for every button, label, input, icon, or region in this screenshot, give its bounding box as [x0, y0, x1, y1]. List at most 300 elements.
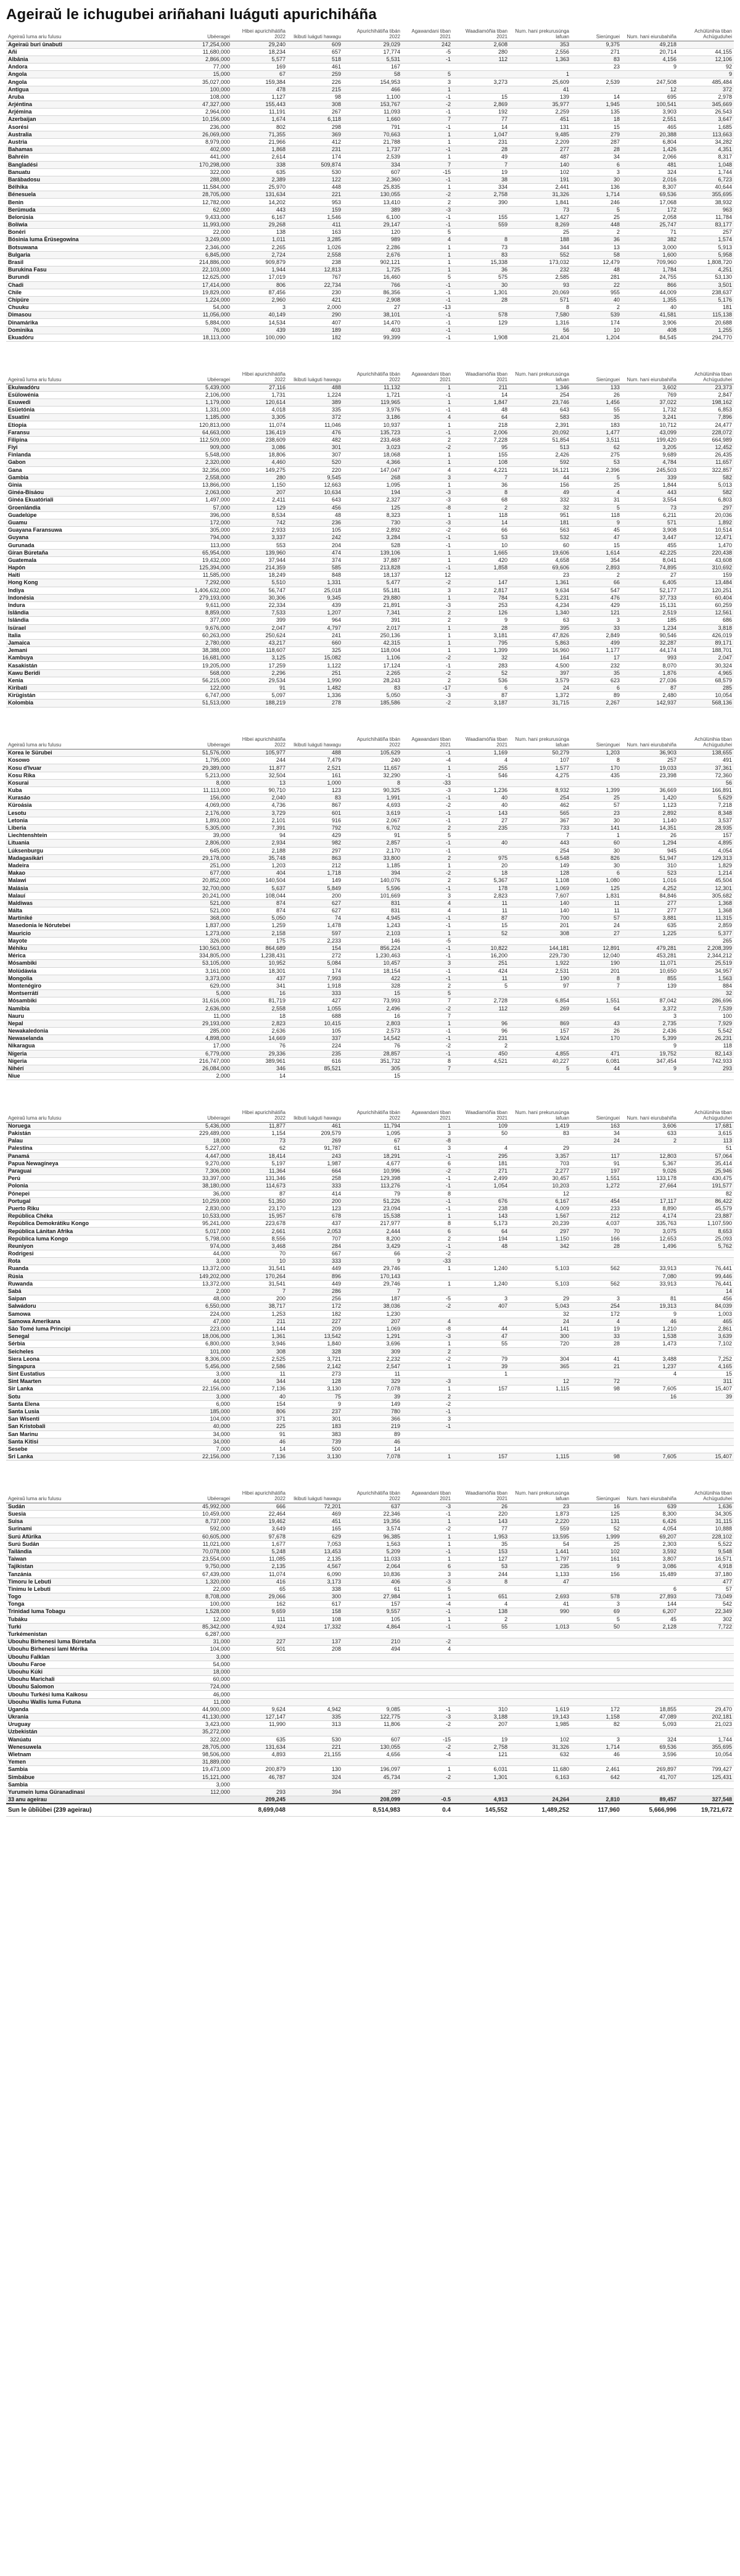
- column-header: Sierúnguei: [596, 1495, 620, 1501]
- value-cell: [453, 1661, 509, 1668]
- value-cell: 0.4: [402, 1804, 453, 1816]
- value-cell: 86,422: [678, 1197, 734, 1205]
- value-cell: 1,234: [622, 624, 678, 632]
- value-cell: 121: [453, 1751, 509, 1758]
- value-cell: [509, 1438, 571, 1445]
- value-cell: 85,342,000: [173, 1623, 232, 1630]
- value-cell: [678, 1661, 734, 1668]
- value-cell: 90,710: [232, 787, 287, 795]
- value-cell: 542: [678, 1601, 734, 1608]
- table-row: [6, 922, 734, 930]
- value-cell: 1,331,000: [173, 407, 232, 414]
- table-row: [6, 274, 734, 281]
- value-cell: 1: [402, 1766, 453, 1773]
- value-cell: 305: [343, 1065, 402, 1072]
- table-row: [6, 967, 734, 975]
- value-cell: 108,044: [232, 892, 287, 899]
- value-cell: 466: [343, 86, 402, 93]
- value-cell: 75: [287, 1393, 343, 1400]
- value-cell: 181: [678, 304, 734, 312]
- value-cell: [343, 1630, 402, 1638]
- value-cell: -1: [402, 146, 453, 154]
- country-name-cell: Angola: [6, 71, 173, 78]
- value-cell: [402, 1691, 453, 1698]
- value-cell: 72: [571, 1378, 622, 1385]
- value-cell: 14: [343, 1445, 402, 1453]
- value-cell: 4,251: [678, 266, 734, 274]
- value-cell: 6: [402, 1563, 453, 1571]
- column-header: Waadiamóñia tiban 2021: [465, 371, 508, 382]
- country-name-cell: Burukina Fasu: [6, 266, 173, 274]
- value-cell: [622, 1676, 678, 1683]
- value-cell: 742: [232, 519, 287, 526]
- value-cell: 437: [232, 975, 287, 982]
- value-cell: 10,259,000: [173, 1197, 232, 1205]
- value-cell: 301: [287, 444, 343, 452]
- value-cell: 130: [287, 1766, 343, 1773]
- value-cell: 7,580: [509, 312, 571, 319]
- column-header: Ageiraŭ luma ariu fulusu: [8, 1115, 62, 1121]
- value-cell: 3,647: [678, 116, 734, 123]
- value-cell: 51,854: [509, 436, 571, 444]
- value-cell: 1: [402, 1340, 453, 1348]
- column-header: Agawandani tiban 2021: [411, 737, 451, 748]
- country-name-cell: San Marinu: [6, 1430, 173, 1438]
- value-cell: [622, 1416, 678, 1423]
- value-cell: 1,665: [453, 549, 509, 556]
- value-cell: 8,979,000: [173, 138, 232, 146]
- value-cell: 15: [571, 542, 622, 549]
- value-cell: 120,251: [678, 587, 734, 594]
- country-name-cell: Ubouhu Birhenesi lami Mérika: [6, 1646, 173, 1653]
- table-row: [6, 236, 734, 244]
- value-cell: 231: [453, 138, 509, 146]
- country-name-cell: Molüdáwia: [6, 967, 173, 975]
- value-cell: 11,784: [678, 213, 734, 221]
- value-cell: -3: [402, 1378, 453, 1385]
- table-row: [6, 832, 734, 840]
- value-cell: 181: [453, 1160, 509, 1167]
- value-cell: 84,846: [622, 892, 678, 899]
- value-cell: 133: [571, 384, 622, 391]
- value-cell: 131,346: [232, 1175, 287, 1183]
- value-cell: -5: [402, 937, 453, 944]
- value-cell: 443: [232, 206, 287, 213]
- value-cell: 313: [287, 1721, 343, 1728]
- value-cell: 60,605,000: [173, 1533, 232, 1540]
- value-cell: 20,239: [509, 1220, 571, 1228]
- value-cell: 143: [453, 1518, 509, 1525]
- value-cell: -3: [402, 497, 453, 504]
- table-row: [6, 997, 734, 1005]
- value-cell: 1,230,463: [343, 952, 402, 960]
- value-cell: 2: [453, 1042, 509, 1050]
- value-cell: 11,990: [232, 1721, 287, 1728]
- value-cell: 2,558: [232, 1005, 287, 1012]
- value-cell: [343, 1668, 402, 1675]
- value-cell: 5,103: [509, 1280, 571, 1287]
- value-cell: 258: [287, 1175, 343, 1183]
- value-cell: 2,066: [622, 154, 678, 161]
- column-header: Num. hani eiurubahiña: [627, 742, 676, 748]
- country-name-cell: Ubouhu Salomon: [6, 1683, 173, 1691]
- value-cell: 5,173: [453, 1220, 509, 1228]
- value-cell: 416: [232, 1578, 287, 1585]
- value-cell: 237: [287, 1408, 343, 1415]
- value-cell: 40: [453, 795, 509, 802]
- table-row: [6, 556, 734, 564]
- value-cell: 135: [571, 109, 622, 116]
- value-cell: 27: [343, 304, 402, 312]
- value-cell: 10,712: [622, 421, 678, 429]
- value-cell: 546: [453, 772, 509, 779]
- value-cell: 65: [232, 1585, 287, 1593]
- value-cell: 3: [402, 474, 453, 481]
- value-cell: 3,429: [343, 1242, 402, 1250]
- value-cell: -1: [402, 1205, 453, 1212]
- value-cell: 9,375: [571, 41, 622, 48]
- value-cell: 769: [622, 391, 678, 398]
- value-cell: 9: [622, 64, 678, 71]
- value-cell: 298: [287, 123, 343, 131]
- value-cell: [622, 1250, 678, 1258]
- value-cell: 181: [509, 519, 571, 526]
- value-cell: 24: [509, 1318, 571, 1325]
- value-cell: 451: [509, 116, 571, 123]
- value-cell: 601: [287, 809, 343, 817]
- value-cell: 2: [402, 436, 453, 444]
- value-cell: 2,346,000: [173, 244, 232, 251]
- country-name-cell: Arjéntina: [6, 101, 173, 109]
- value-cell: 5,197: [232, 1160, 287, 1167]
- value-cell: 9,557: [343, 1608, 402, 1616]
- value-cell: 51,513,000: [173, 700, 232, 707]
- value-cell: -2: [402, 700, 453, 707]
- value-cell: 1: [402, 639, 453, 646]
- value-cell: 113,000: [173, 542, 232, 549]
- value-cell: 127: [453, 1556, 509, 1563]
- table-row: [6, 1766, 734, 1773]
- value-cell: 144: [622, 1601, 678, 1608]
- value-cell: 8,534: [232, 511, 287, 519]
- value-cell: 3,205: [622, 444, 678, 452]
- value-cell: -8: [402, 504, 453, 511]
- value-cell: -2: [402, 1355, 453, 1363]
- value-cell: [678, 1445, 734, 1453]
- value-cell: 38,101: [343, 312, 402, 319]
- country-name-cell: Kiribati: [6, 685, 173, 692]
- value-cell: 2: [402, 609, 453, 617]
- value-cell: 14,542: [343, 1035, 402, 1042]
- value-cell: 305,000: [173, 527, 232, 534]
- value-cell: 98: [571, 1385, 622, 1393]
- table-row: [6, 184, 734, 191]
- value-cell: 7: [232, 1287, 287, 1295]
- country-name-cell: Malawi: [6, 877, 173, 885]
- value-cell: -2: [402, 802, 453, 809]
- table-row: [6, 1295, 734, 1303]
- value-cell: 172: [287, 1303, 343, 1310]
- value-cell: [622, 1423, 678, 1430]
- value-cell: 703: [509, 1160, 571, 1167]
- value-cell: -1: [402, 922, 453, 930]
- value-cell: 67: [343, 1137, 402, 1145]
- value-cell: 35: [571, 414, 622, 421]
- table-row: [6, 56, 734, 63]
- value-cell: 229,489,000: [173, 1130, 232, 1137]
- value-cell: 1: [402, 862, 453, 869]
- value-cell: 2: [453, 1616, 509, 1623]
- value-cell: 3,130: [287, 1385, 343, 1393]
- value-cell: 6: [453, 685, 509, 692]
- value-cell: 2,047: [232, 624, 287, 632]
- value-cell: 609: [287, 41, 343, 48]
- country-name-cell: Arjémina: [6, 109, 173, 116]
- value-cell: 1: [571, 832, 622, 840]
- table-row: [6, 1445, 734, 1453]
- value-cell: 8,000: [173, 779, 232, 786]
- value-cell: 44,009: [622, 289, 678, 296]
- value-cell: 3: [402, 1145, 453, 1152]
- value-cell: 129: [232, 504, 287, 511]
- value-cell: 633: [622, 1130, 678, 1137]
- value-cell: 487: [509, 154, 571, 161]
- value-cell: 11,584,000: [173, 184, 232, 191]
- table-row: [6, 975, 734, 982]
- value-cell: 454: [571, 1197, 622, 1205]
- value-cell: [402, 1438, 453, 1445]
- value-cell: 1: [402, 184, 453, 191]
- value-cell: 131: [509, 123, 571, 131]
- value-cell: 44,000: [173, 1250, 232, 1258]
- value-cell: 46: [571, 1751, 622, 1758]
- value-cell: 14: [571, 93, 622, 101]
- value-cell: 10,650: [622, 967, 678, 975]
- value-cell: 231: [287, 146, 343, 154]
- value-cell: 27,893: [622, 1593, 678, 1601]
- value-cell: 91: [571, 1160, 622, 1167]
- value-cell: 2: [402, 1348, 453, 1355]
- table-row: [6, 1585, 734, 1593]
- value-cell: 16: [343, 1012, 402, 1020]
- value-cell: 125: [571, 1510, 622, 1517]
- value-cell: [571, 1348, 622, 1355]
- value-cell: [453, 1393, 509, 1400]
- value-cell: 30: [571, 862, 622, 869]
- value-cell: 488: [287, 384, 343, 391]
- value-cell: 391: [343, 617, 402, 624]
- value-cell: 1,230: [343, 1310, 402, 1318]
- value-cell: 869: [509, 1020, 571, 1027]
- value-cell: 139: [509, 93, 571, 101]
- value-cell: -33: [402, 1258, 453, 1265]
- value-cell: 131,634: [232, 191, 287, 199]
- value-cell: 1: [402, 511, 453, 519]
- value-cell: 29,880: [343, 594, 402, 601]
- value-cell: 530: [287, 1736, 343, 1743]
- value-cell: [453, 206, 509, 213]
- value-cell: 279: [571, 131, 622, 138]
- value-cell: 83: [509, 1130, 571, 1137]
- value-cell: 2,396: [571, 466, 622, 474]
- value-cell: 3,086: [622, 1563, 678, 1571]
- value-cell: -2: [402, 654, 453, 662]
- value-cell: [571, 1578, 622, 1585]
- country-name-cell: Lituania: [6, 840, 173, 847]
- value-cell: 149: [343, 1400, 402, 1408]
- value-cell: 1,732: [622, 407, 678, 414]
- value-cell: 429: [571, 601, 622, 609]
- value-cell: 228,102: [678, 1533, 734, 1540]
- value-cell: 21,966: [232, 138, 287, 146]
- value-cell: [678, 1728, 734, 1736]
- value-cell: [453, 1287, 509, 1295]
- value-cell: 6,779,000: [173, 1050, 232, 1057]
- value-cell: 47: [509, 1578, 571, 1585]
- value-cell: 420: [453, 556, 509, 564]
- value-cell: 3,649: [232, 1525, 287, 1533]
- value-cell: [453, 1728, 509, 1736]
- value-cell: 89: [343, 1430, 402, 1438]
- value-cell: 3,488: [622, 1355, 678, 1363]
- value-cell: 63: [509, 617, 571, 624]
- value-cell: 1: [402, 1213, 453, 1220]
- value-cell: 28: [571, 1242, 622, 1250]
- table-row: [6, 1430, 734, 1438]
- value-cell: 1,207: [287, 609, 343, 617]
- value-cell: 3,592: [622, 1548, 678, 1555]
- table-row: [6, 1280, 734, 1287]
- value-cell: 2,389: [232, 176, 287, 183]
- value-cell: [453, 1065, 509, 1072]
- column-header: Num. hani prekurusúnga lafuan: [515, 28, 569, 39]
- value-cell: 4,054: [622, 1525, 678, 1533]
- value-cell: 1,154: [232, 1130, 287, 1137]
- value-cell: 28: [453, 624, 509, 632]
- value-cell: 56: [678, 779, 734, 786]
- country-name-cell: Palau: [6, 1137, 173, 1145]
- country-name-cell: Esüetónia: [6, 407, 173, 414]
- value-cell: 3,818: [678, 624, 734, 632]
- value-cell: 3,501: [678, 281, 734, 289]
- value-cell: 2,908: [343, 296, 402, 303]
- value-cell: 269,897: [622, 1766, 678, 1773]
- table-row: [6, 1616, 734, 1623]
- value-cell: 20,092: [509, 429, 571, 436]
- value-cell: 27,664: [622, 1183, 678, 1190]
- country-name-cell: Tubáku: [6, 1616, 173, 1623]
- value-cell: 21: [571, 1363, 622, 1370]
- value-cell: 476: [571, 594, 622, 601]
- value-cell: 3: [622, 1012, 678, 1020]
- value-cell: 40: [453, 840, 509, 847]
- value-cell: 170,298,000: [173, 161, 232, 168]
- value-cell: 163: [287, 229, 343, 236]
- value-cell: 471: [571, 1050, 622, 1057]
- country-name-cell: Islándia: [6, 617, 173, 624]
- value-cell: 17,254,000: [173, 41, 232, 48]
- value-cell: 344: [232, 1378, 287, 1385]
- value-cell: [509, 1653, 571, 1661]
- value-cell: 244: [232, 757, 287, 764]
- value-cell: 190: [571, 960, 622, 967]
- value-cell: 10,156,000: [173, 116, 232, 123]
- value-cell: 44: [453, 1325, 509, 1332]
- value-cell: 411: [287, 221, 343, 229]
- country-name-cell: Isürael: [6, 624, 173, 632]
- table-row: [6, 1012, 734, 1020]
- value-cell: 221: [287, 191, 343, 199]
- value-cell: 1,224: [287, 391, 343, 398]
- table-row: [6, 1340, 734, 1348]
- value-cell: 82: [571, 1721, 622, 1728]
- sections-container: [0, 25, 740, 1817]
- value-cell: 1: [402, 549, 453, 556]
- value-cell: 71,355: [232, 131, 287, 138]
- value-cell: 11,046: [287, 421, 343, 429]
- value-cell: 69,207: [622, 1533, 678, 1540]
- value-cell: [622, 1653, 678, 1661]
- country-name-cell: Singapura: [6, 1363, 173, 1370]
- value-cell: 125: [343, 504, 402, 511]
- value-cell: 974,000: [173, 1242, 232, 1250]
- country-name-cell: San Wisenti: [6, 1416, 173, 1423]
- value-cell: 1,011: [232, 236, 287, 244]
- value-cell: 112: [453, 1005, 509, 1012]
- value-cell: [287, 1630, 343, 1638]
- value-cell: 139: [622, 982, 678, 989]
- value-cell: 20,241,000: [173, 892, 232, 899]
- value-cell: 1,127: [232, 93, 287, 101]
- value-cell: [509, 1445, 571, 1453]
- value-cell: 32,356,000: [173, 466, 232, 474]
- value-cell: [287, 1759, 343, 1766]
- value-cell: 2,519: [622, 609, 678, 617]
- value-cell: 1,677: [232, 1540, 287, 1548]
- country-name-cell: Lesotu: [6, 809, 173, 817]
- table-row: [6, 1593, 734, 1601]
- value-cell: [571, 1273, 622, 1280]
- value-cell: 280: [232, 474, 287, 481]
- value-cell: 23,398: [622, 772, 678, 779]
- value-cell: 254: [509, 795, 571, 802]
- country-name-cell: Salwádoru: [6, 1303, 173, 1310]
- value-cell: 26,231: [678, 1035, 734, 1042]
- value-cell: 54,000: [173, 304, 232, 312]
- value-cell: 11: [453, 975, 509, 982]
- table-row: [6, 258, 734, 266]
- value-cell: [509, 1416, 571, 1423]
- value-cell: 22,156,000: [173, 1453, 232, 1461]
- value-cell: 96,385: [343, 1533, 402, 1540]
- value-cell: [509, 1393, 571, 1400]
- value-cell: 33,397,000: [173, 1175, 232, 1183]
- value-cell: [453, 1423, 509, 1430]
- value-cell: 866: [622, 281, 678, 289]
- value-cell: 131: [571, 1518, 622, 1525]
- country-name-cell: Mongolia: [6, 975, 173, 982]
- value-cell: [622, 779, 678, 786]
- value-cell: 7,136: [232, 1453, 287, 1461]
- value-cell: 297: [678, 504, 734, 511]
- country-name-cell: Liechtenshtein: [6, 832, 173, 840]
- header-row: [6, 1487, 734, 1503]
- value-cell: 874: [232, 907, 287, 915]
- value-cell: 1,185,000: [173, 414, 232, 421]
- value-cell: 46: [232, 1438, 287, 1445]
- value-cell: 12,663: [287, 481, 343, 489]
- value-cell: 6: [402, 1228, 453, 1235]
